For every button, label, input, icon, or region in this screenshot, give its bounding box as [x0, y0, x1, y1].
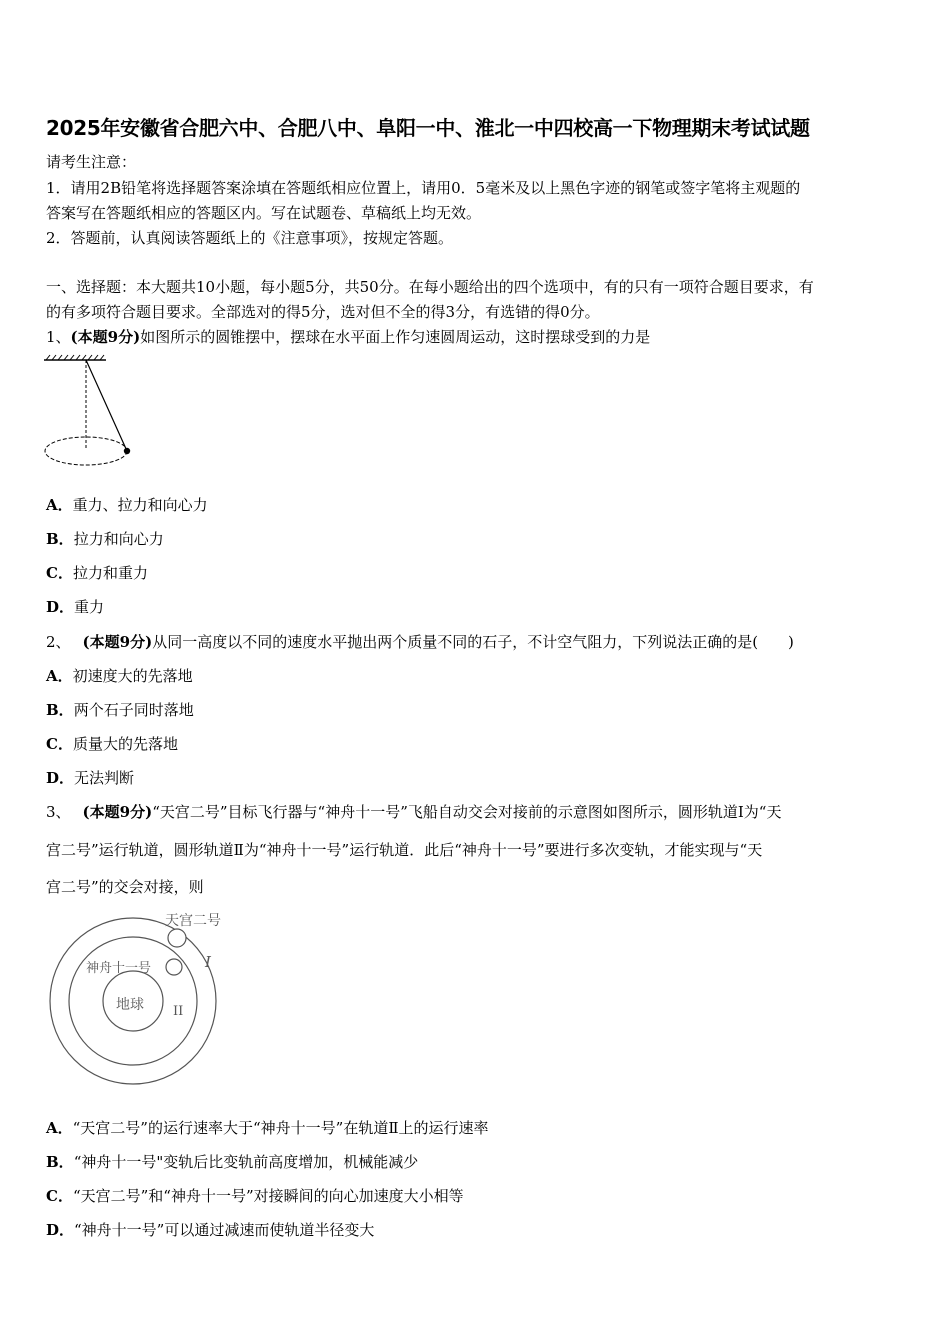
- section-instructions-1: 一、选择题：本大题共10小题，每小题5分，共50分。在每小题给出的四个选项中，有的只有一项符合题目要求，有: [46, 278, 814, 296]
- question-1-number: 1、: [46, 328, 71, 346]
- label-orbit-2: II: [173, 1004, 184, 1019]
- question-2-option-b[interactable]: B．两个石子同时落地: [46, 701, 194, 719]
- question-3-option-c[interactable]: C．“天宫二号”和“神舟十一号”对接瞬间的向心加速度大小相等: [46, 1187, 464, 1205]
- question-2-score: (本题9分): [82, 633, 153, 651]
- notice-line-2: 2．答题前，认真阅读答题纸上的《注意事项》，按规定答题。: [46, 229, 454, 247]
- question-2-option-a[interactable]: A．初速度大的先落地: [46, 667, 193, 685]
- question-1-option-b[interactable]: B．拉力和向心力: [46, 530, 164, 548]
- label-shenzhou: 神舟十一号: [86, 961, 152, 976]
- notice-line-1b: 答案写在答题纸相应的答题区内。写在试题卷、草稿纸上均无效。: [46, 204, 482, 222]
- label-orbit-1: I: [205, 953, 211, 971]
- orbit-figure: [44, 905, 244, 1089]
- notice-heading: 请考生注意：: [46, 153, 137, 171]
- question-3-option-d[interactable]: D．“神舟十一号”可以通过减速而使轨道半径变大: [46, 1221, 375, 1239]
- question-1-score: (本题9分): [70, 328, 141, 346]
- question-1-option-a[interactable]: A．重力、拉力和向心力: [46, 496, 208, 514]
- question-1-stem: [46, 327, 650, 347]
- question-2-text: 从同一高度以不同的速度水平抛出两个质量不同的石子，不计空气阻力，下列说法正确的是( ): [152, 633, 794, 651]
- question-3-option-a[interactable]: A．“天宫二号”的运行速率大于“神舟十一号”在轨道Ⅱ上的运行速率: [46, 1119, 489, 1137]
- page-title: 2025年安徽省合肥六中、合肥八中、阜阳一中、淮北一中四校高一下物理期末考试试题: [46, 116, 810, 140]
- label-tiangong: 天宫二号: [165, 913, 221, 929]
- tiangong-spacecraft: [168, 929, 186, 947]
- label-earth: 地球: [116, 997, 144, 1013]
- question-3-stem-2: 宫二号”运行轨道，圆形轨道Ⅱ为“神舟十一号”运行轨道．此后“神舟十一号”要进行多次变轨，才能实现与“天: [46, 841, 763, 859]
- question-1-option-d[interactable]: D．重力: [46, 598, 105, 616]
- pendulum-bob: [124, 448, 130, 454]
- section-instructions-2: 的有多项符合题目要求。全部选对的得5分，选对但不全的得3分，有选错的得0分。: [46, 303, 600, 321]
- conical-pendulum-figure: [40, 354, 150, 472]
- question-3-score: (本题9分): [82, 803, 153, 821]
- question-1-option-c[interactable]: C．拉力和重力: [46, 564, 148, 582]
- notice-line-1a: 1．请用2B铅笔将选择题答案涂填在答题纸相应位置上，请用0．5毫米及以上黑色字迹的钢笔或签字笔将主观题的: [46, 179, 801, 197]
- question-3-number: 3、: [46, 803, 71, 821]
- pendulum-string: [86, 360, 127, 451]
- question-2-option-d[interactable]: D．无法判断: [46, 769, 135, 787]
- question-3-text-1: “天宫二号”目标飞行器与“神舟十一号”飞船自动交会对接前的示意图如图所示，圆形轨道Ⅰ为“天: [152, 803, 782, 821]
- question-3-stem-1: [46, 802, 781, 822]
- question-3-stem-3: 宫二号”的交会对接，则: [46, 878, 204, 896]
- question-1-text: 如图所示的圆锥摆中，摆球在水平面上作匀速圆周运动，这时摆球受到的力是: [140, 328, 651, 346]
- shenzhou-spacecraft: [166, 959, 182, 975]
- question-3-option-b[interactable]: B．“神舟十一号"变轨后比变轨前高度增加，机械能减少: [46, 1153, 419, 1171]
- question-2-number: 2、: [46, 633, 71, 651]
- question-2-option-c[interactable]: C．质量大的先落地: [46, 735, 178, 753]
- question-2-stem: [46, 632, 794, 652]
